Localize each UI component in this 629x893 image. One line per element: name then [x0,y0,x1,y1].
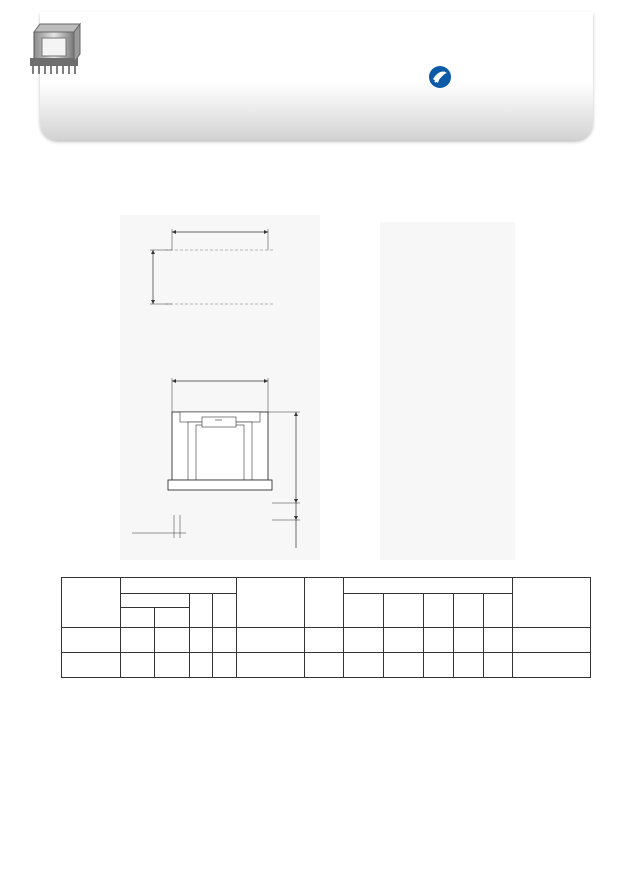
table-cell [383,594,423,628]
mechanical-drawing-panel [120,215,320,560]
table-cell [236,578,305,628]
table-cell [453,594,483,628]
table-cell [154,608,189,628]
table-cell [343,578,513,594]
table-cell [120,608,154,628]
spec-table [61,577,591,678]
table-cell [483,594,512,628]
table-cell [120,594,189,608]
table-row [62,653,591,678]
table-cell [120,578,236,594]
table-cell [189,594,213,628]
table-cell [513,578,591,628]
table-cell [343,594,383,628]
table-row [62,628,591,653]
schematic-panel [380,222,515,560]
table-cell [213,594,237,628]
table-cell [62,578,121,628]
table-cell [424,594,453,628]
table-cell [305,578,343,628]
